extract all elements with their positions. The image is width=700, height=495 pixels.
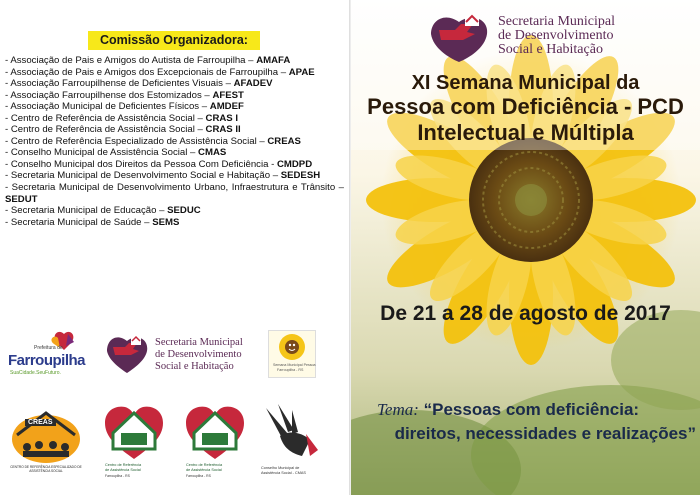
committee-member-acronym: SEDESH bbox=[280, 170, 321, 182]
cras-heart-house-icon bbox=[103, 403, 165, 461]
committee-member-item bbox=[5, 205, 344, 217]
committee-member-name: - Secretaria Municipal de Desenvolvimento Urbano, Infraestrutura e Trânsito – bbox=[5, 182, 344, 194]
event-title-line1: XI Semana Municipal da bbox=[411, 72, 640, 94]
committee-member-name: - Secretaria Municipal de Educação – bbox=[5, 205, 168, 217]
committee-member-acronym: SEDUT bbox=[5, 193, 38, 205]
committee-member-item bbox=[5, 90, 344, 102]
cras-heart-house-icon bbox=[184, 403, 246, 461]
theme-label: Tema: bbox=[377, 400, 419, 419]
header-secretaria-line2: de Desenvolvimento bbox=[498, 28, 614, 43]
cmas-logo bbox=[258, 400, 322, 482]
committee-member-acronym: CRAS II bbox=[205, 124, 241, 136]
sunflower-logo-line2: Farroupilha - RS bbox=[277, 368, 304, 372]
cras2-line1: Centro de Referência bbox=[186, 463, 223, 467]
creas-house-icon bbox=[5, 405, 87, 465]
farroupilha-name: Farroupilha bbox=[8, 352, 86, 369]
creas-logo bbox=[5, 405, 87, 480]
cras1-line3: Farroupilha - RS bbox=[105, 474, 130, 478]
committee-member-item bbox=[5, 170, 344, 182]
farroupilha-logo bbox=[6, 330, 92, 385]
cras1-line1: Centro de Referência bbox=[105, 463, 142, 467]
secretaria-small-line1: Secretaria Municipal bbox=[155, 337, 243, 348]
committee-members-list bbox=[5, 55, 344, 228]
committee-member-item bbox=[5, 55, 344, 67]
committee-member-name: - Associação Farroupilhense de Deficientes Visuais – bbox=[5, 78, 234, 90]
event-title-line3: Intelectual e Múltipla bbox=[417, 120, 634, 145]
committee-member-name: - Associação de Pais e Amigos dos Excepcionais de Farroupilha – bbox=[5, 66, 289, 78]
committee-member-acronym: AFEST bbox=[212, 89, 244, 101]
cmas-hands-icon bbox=[258, 400, 322, 464]
sunflower-logo-line1: Semana Municipal Pessoa bbox=[273, 363, 316, 367]
committee-member-item bbox=[5, 124, 344, 136]
committee-member-item bbox=[5, 147, 344, 159]
theme-text-line2: direitos, necessidades e realizações” bbox=[394, 424, 696, 443]
secretaria-small-line3: Social e Habitação bbox=[155, 361, 234, 372]
cras-logo-2 bbox=[184, 403, 246, 483]
event-title-line2: Pessoa com Deficiência - PCD bbox=[367, 94, 684, 119]
committee-member-acronym: CREAS bbox=[267, 135, 301, 147]
committee-member-name: - Centro de Referência Especializado de Assistência Social – bbox=[5, 135, 268, 147]
header-secretaria-line1: Secretaria Municipal bbox=[498, 14, 616, 29]
cmas-line2: Assistência Social - CMAS bbox=[261, 471, 306, 475]
creas-caption: CENTRO DE REFERÊNCIA ESPECIALIZADO DE ASSISTÊNCIA SOCIAL bbox=[10, 465, 82, 473]
committee-member-item bbox=[5, 182, 344, 205]
secretaria-hand-heart-icon bbox=[103, 329, 153, 375]
event-theme-line1 bbox=[377, 400, 639, 420]
committee-member-acronym: SEDUC bbox=[167, 205, 201, 217]
committee-member-name: - Secretaria Municipal de Saúde – bbox=[5, 216, 153, 228]
committee-member-name: - Associação de Pais e Amigos do Autista de Farroupilha – bbox=[5, 55, 257, 66]
secretaria-small-line2: de Desenvolvimento bbox=[155, 349, 242, 360]
cras2-line2: de Assistência Social bbox=[186, 468, 222, 472]
committee-member-acronym: CRAS I bbox=[205, 112, 239, 124]
committee-member-name: - Secretaria Municipal de Desenvolvimento Social e Habitação – bbox=[5, 170, 281, 182]
cras2-line3: Farroupilha - RS bbox=[186, 474, 211, 478]
committee-member-item bbox=[5, 67, 344, 79]
committee-member-name: - Centro de Referência de Assistência Social – bbox=[5, 124, 206, 136]
sunflower-logo bbox=[268, 330, 316, 378]
secretaria-logo-small bbox=[103, 329, 263, 375]
creas-label: CREAS bbox=[25, 419, 56, 426]
committee-member-acronym: CMDPD bbox=[276, 158, 313, 170]
farroupilha-top-label: Prefeitura de bbox=[34, 345, 63, 351]
committee-member-acronym: AMAFA bbox=[256, 55, 291, 66]
committee-member-item bbox=[5, 113, 344, 125]
cover-panel bbox=[351, 0, 700, 495]
committee-member-item bbox=[5, 159, 344, 171]
cmas-line1: Conselho Municipal de bbox=[261, 466, 300, 470]
committee-member-item bbox=[5, 217, 344, 229]
committee-title: Comissão Organizadora: bbox=[88, 31, 260, 50]
committee-member-name: - Conselho Municipal de Assistência Social – bbox=[5, 147, 199, 159]
committee-member-item bbox=[5, 78, 344, 90]
committee-member-acronym: CMAS bbox=[198, 147, 227, 159]
secretaria-hand-heart-icon bbox=[427, 8, 493, 64]
committee-member-name: - Associação Farroupilhense dos Estomizados – bbox=[5, 89, 213, 101]
committee-member-name: - Associação Municipal de Deficientes Físicos – bbox=[5, 101, 210, 113]
header-secretaria-line3: Social e Habitação bbox=[498, 42, 603, 57]
committee-member-acronym: AMDEF bbox=[209, 101, 244, 113]
event-dates: De 21 a 28 de agosto de 2017 bbox=[380, 302, 671, 325]
committee-member-name: - Conselho Municipal dos Direitos da Pessoa Com Deficiência - bbox=[5, 158, 277, 170]
committee-member-acronym: AFADEV bbox=[233, 78, 273, 90]
cras1-line2: de Assistência Social bbox=[105, 468, 141, 472]
committee-member-item bbox=[5, 101, 344, 113]
farroupilha-slogan: SuaCidade.SeuFuturo. bbox=[10, 370, 61, 376]
committee-member-acronym: SEMS bbox=[152, 216, 180, 228]
theme-text-line1: “Pessoas com deficiência: bbox=[423, 400, 640, 419]
committee-member-name: - Centro de Referência de Assistência Social – bbox=[5, 112, 206, 124]
cras-logo-1 bbox=[103, 403, 165, 483]
committee-member-item bbox=[5, 136, 344, 148]
secretaria-logo-header bbox=[427, 8, 647, 64]
committee-member-acronym: APAE bbox=[288, 66, 315, 78]
sunflower-icon bbox=[269, 331, 315, 363]
